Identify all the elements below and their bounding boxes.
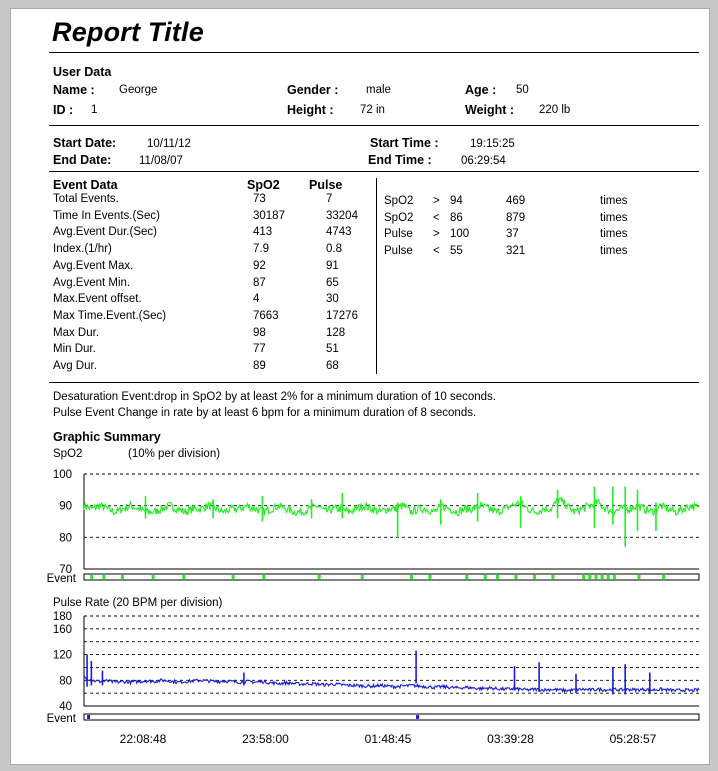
- col-pulse-heading: Pulse: [309, 178, 343, 192]
- end-date-value: 11/08/07: [139, 155, 183, 167]
- spo2-event-mark: [662, 575, 665, 579]
- desaturation-note: Desaturation Event:drop in SpO2 by at least 2% for a minimum duration of 10 seconds.: [53, 391, 496, 403]
- ev-row-pulse: 7: [326, 193, 333, 205]
- thr-unit: times: [600, 211, 628, 224]
- ev-row-spo2: 98: [253, 326, 266, 339]
- ev-row-label: Time In Events.(Sec): [53, 209, 160, 222]
- spo2-event-mark: [484, 575, 487, 579]
- thr-param: SpO2: [384, 211, 414, 224]
- ev-row-spo2: 7663: [253, 309, 279, 322]
- ev-row-label: Max Time.Event.(Sec): [53, 309, 167, 322]
- pulse-event-mark: [87, 715, 90, 719]
- event-bar: [84, 714, 699, 720]
- ev-row-pulse: 0.8: [326, 243, 342, 256]
- spo2-event-mark: [152, 575, 155, 579]
- pulse-trace: [84, 677, 699, 692]
- spo2-event-mark: [102, 575, 105, 579]
- graphic-summary-charts: [11, 9, 710, 765]
- thr-count: 321: [506, 244, 526, 257]
- weight-label: Weight :: [465, 103, 515, 117]
- thr-param: Pulse: [384, 244, 413, 257]
- ev-row-label: Avg Dur.: [53, 360, 97, 372]
- spo2-event-mark: [496, 575, 499, 579]
- spo2-chart-label: SpO2: [53, 448, 83, 460]
- ev-row-spo2: 413: [253, 226, 273, 239]
- name-value: George: [119, 84, 158, 96]
- ev-row-spo2: 7.9: [253, 243, 269, 256]
- thr-count: 37: [506, 228, 519, 240]
- ev-row-pulse: 17276: [326, 309, 358, 322]
- y-tick-label: 120: [52, 649, 72, 662]
- thr-count: 469: [506, 195, 526, 207]
- spo2-event-mark: [515, 575, 518, 579]
- weight-value: 220 lb: [539, 104, 571, 116]
- spo2-event-mark: [588, 575, 591, 579]
- ev-row-spo2: 92: [253, 259, 266, 272]
- start-date-label: Start Date:: [53, 136, 117, 150]
- end-time-value: 06:29:54: [461, 155, 506, 167]
- thr-param: Pulse: [384, 228, 413, 240]
- id-value: 1: [91, 104, 98, 116]
- spo2-event-mark: [90, 575, 93, 579]
- ev-row-label: Max Dur.: [53, 326, 100, 339]
- spo2-event-mark: [594, 575, 597, 579]
- end-time-label: End Time :: [368, 153, 432, 167]
- thr-op: <: [433, 211, 440, 224]
- ev-row-pulse: 68: [326, 360, 339, 372]
- ev-row-label: Index.(1/hr): [53, 243, 112, 256]
- spo2-event-mark: [121, 575, 124, 579]
- spo2-event-mark: [232, 575, 235, 579]
- ev-row-label: Min Dur.: [53, 343, 96, 356]
- y-tick-label: 160: [52, 623, 72, 636]
- spo2-event-mark: [551, 575, 554, 579]
- gender-label: Gender :: [287, 83, 339, 97]
- ev-row-label: Avg.Event Min.: [53, 276, 131, 289]
- ev-row-spo2: 73: [253, 193, 266, 205]
- x-tick-label: 05:28:57: [609, 732, 657, 746]
- thr-unit: times: [600, 195, 628, 207]
- ev-row-label: Avg.Event Dur.(Sec): [53, 226, 157, 239]
- x-tick-label: 03:39:28: [487, 732, 534, 746]
- y-tick-label: 180: [52, 611, 72, 623]
- thr-op: >: [433, 228, 440, 240]
- ev-row-pulse: 33204: [326, 209, 358, 222]
- event-label: Event: [46, 713, 76, 725]
- thr-unit: times: [600, 244, 628, 257]
- col-spo2-heading: SpO2: [247, 178, 280, 192]
- ev-row-pulse: 30: [326, 293, 339, 306]
- height-value: 72 in: [360, 104, 385, 116]
- x-tick-label: 23:58:00: [242, 732, 289, 746]
- ev-row-label: Max.Event offset.: [53, 293, 142, 306]
- spo2-event-mark: [465, 575, 468, 579]
- thr-op: <: [433, 244, 440, 257]
- y-tick-label: 90: [59, 500, 72, 513]
- height-label: Height :: [287, 103, 334, 117]
- graphic-summary-heading: Graphic Summary: [53, 430, 161, 444]
- y-tick-label: 40: [59, 701, 72, 713]
- y-tick-label: 100: [52, 469, 72, 481]
- report-title: Report Title: [52, 17, 204, 47]
- y-tick-label: 80: [59, 675, 72, 688]
- spo2-event-mark: [613, 575, 616, 579]
- thr-value: 55: [450, 244, 463, 257]
- pulse-chart-label: Pulse Rate (20 BPM per division): [53, 597, 223, 609]
- ev-row-pulse: 91: [326, 259, 339, 272]
- gender-value: male: [366, 84, 391, 96]
- x-tick-label: 01:48:45: [364, 732, 412, 746]
- ev-row-spo2: 4: [253, 293, 260, 306]
- thr-count: 879: [506, 211, 526, 224]
- spo2-event-mark: [428, 575, 431, 579]
- id-label: ID :: [53, 103, 74, 117]
- start-date-value: 10/11/12: [147, 138, 191, 150]
- spo2-event-mark: [410, 575, 413, 579]
- end-date-label: End Date:: [53, 153, 112, 167]
- age-value: 50: [516, 84, 529, 96]
- y-tick-label: 70: [59, 564, 72, 576]
- name-label: Name :: [53, 83, 95, 97]
- pulse-event-note: Pulse Event Change in rate by at least 6 bpm for a minimum duration of 8 seconds.: [53, 407, 477, 419]
- report-page: [10, 8, 710, 765]
- ev-row-spo2: 89: [253, 360, 266, 372]
- ev-row-pulse: 4743: [326, 226, 352, 239]
- thr-param: SpO2: [384, 195, 414, 207]
- pulse-chart: [47, 611, 699, 725]
- ev-row-spo2: 77: [253, 343, 266, 356]
- ev-row-pulse: 51: [326, 343, 339, 356]
- ev-row-pulse: 128: [326, 326, 346, 339]
- event-label: Event: [46, 573, 76, 585]
- spo2-event-mark: [361, 575, 364, 579]
- thr-op: >: [433, 195, 440, 207]
- spo2-event-mark: [182, 575, 185, 579]
- spo2-event-mark: [607, 575, 610, 579]
- user-data-heading: User Data: [53, 65, 112, 79]
- start-time-label: Start Time :: [370, 136, 439, 150]
- age-label: Age :: [465, 83, 497, 97]
- spo2-event-mark: [533, 575, 536, 579]
- spo2-event-mark: [318, 575, 321, 579]
- spo2-division-label: (10% per division): [128, 448, 221, 460]
- ev-row-label: Avg.Event Max.: [53, 259, 134, 272]
- spo2-event-mark: [638, 575, 641, 579]
- thr-value: 94: [450, 195, 463, 207]
- x-tick-label: 22:08:48: [119, 732, 167, 746]
- spo2-event-mark: [601, 575, 604, 579]
- thr-unit: times: [600, 228, 628, 240]
- x-axis-labels: [120, 732, 657, 746]
- pulse-event-mark: [416, 715, 419, 719]
- event-data-heading: Event Data: [53, 178, 118, 192]
- thr-value: 86: [450, 211, 463, 224]
- ev-row-spo2: 30187: [253, 209, 285, 222]
- spo2-trace: [84, 498, 699, 516]
- thr-value: 100: [450, 228, 470, 240]
- start-time-value: 19:15:25: [470, 138, 515, 150]
- ev-row-spo2: 87: [253, 276, 266, 289]
- spo2-chart: [47, 469, 699, 585]
- spo2-event-mark: [262, 575, 265, 579]
- ev-row-pulse: 65: [326, 276, 339, 289]
- spo2-event-mark: [582, 575, 585, 579]
- ev-row-label: Total Events.: [53, 193, 119, 205]
- y-tick-label: 80: [59, 532, 72, 545]
